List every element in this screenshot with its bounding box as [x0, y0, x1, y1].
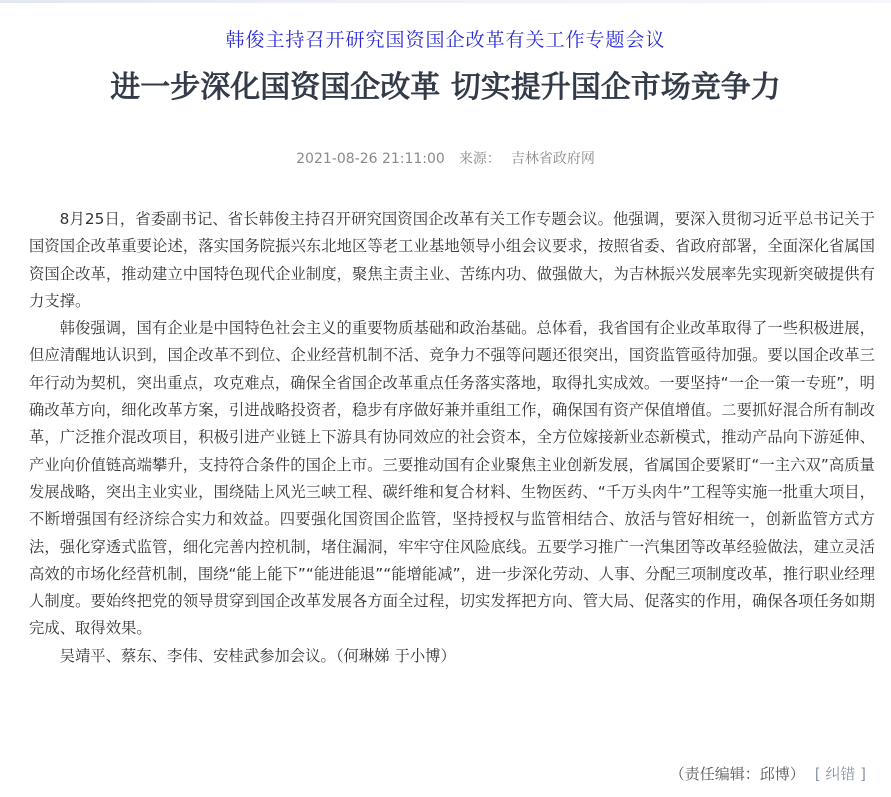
top-border-strip [0, 0, 891, 3]
paragraph-3: 吴靖平、蔡东、李伟、安桂武参加会议。（何琳娣 于小博） [59, 646, 456, 665]
article-subtitle: 韩俊主持召开研究国资国企改革有关工作专题会议 [225, 29, 666, 51]
article-meta [0, 148, 891, 170]
paragraph-2: 韩俊强调，国有企业是中国特色社会主义的重要物质基础和政治基础。总体看，我省国有企业改革取得了一些积极进展，但应清醒地认识到，国企改革不到位、企业经营机制不活、竞争力不强等问题还很突出，国资监管亟待加强。要以国企改革三年行动为契机，突出重点，攻克难点，确保全省国企改革重点任务落实落地，取得扎实成效。一要坚持“一企一策一专班”，明确改革方向，细化改革方案，引进战略投资者，稳步有序做好兼并重组工作，确保国有资产保值增值。二要抓好混合所有制改革，广泛推介混改项目，积极引进产业链上下游具有协同效应的社会资本，全方位嫁接新业态新模式，推动产品向下游延伸、产业向价值链高端攀升，支持符合条件的国企上市。三要推动国有企业聚焦主业创新发展，省属国企要紧盯“一主六双”高质量发展战略，突出主业实业，围绕陆上风光三峡工程、碳纤维和复合材料、生物医药、“千万头肉牛”工程等实施一批重大项目，不断增强国有经济综合实力和效益。四要强化国资国企监管，坚持授权与监管相结合、放活与管好相统一，创新监管方式方法，强化穿透式监管，细化完善内控机制，堵住漏洞，牢牢守住风险底线。五要学习推广一汽集团等改革经验做法，建立灵活高效的市场化经营机制，围绕“能上能下”“能进能退”“能增能减”，进一步深化劳动、人事、分配三项制度改革，推行职业经理人制度。要始终把党的领导贯穿到国企改革发展各方面全过程，切实发挥把方向、管大局、促落实的作用，确保各项任务如期完成、取得效果。 [29, 319, 875, 638]
paragraph-1: 8月25日，省委副书记、省长韩俊主持召开研究国资国企改革有关工作专题会议。他强调，要深入贯彻习近平总书记关于国资国企改革重要论述，落实国务院振兴东北地区等老工业基地领导小组会议要求，按照省委、省政府部署，全面深化省属国资国企改革，推动建立中国特色现代企业制度，聚焦主责主业、苦练内功、做强做大，为吉林振兴发展率先实现新突破提供有力支撑。 [29, 210, 875, 310]
source-label: 来源： [458, 151, 501, 167]
publish-datetime: 2021-08-26 21:11:00 [296, 151, 445, 167]
correction-link[interactable]: [ 纠错 ] [814, 765, 866, 783]
article-body [29, 206, 875, 670]
article-title: 进一步深化国资国企改革 切实提升国企市场竞争力 [110, 70, 781, 105]
article-footer [670, 762, 866, 786]
source-name: 吉林省政府网 [510, 151, 595, 167]
responsible-editor: （责任编辑：邱博） [669, 765, 805, 783]
